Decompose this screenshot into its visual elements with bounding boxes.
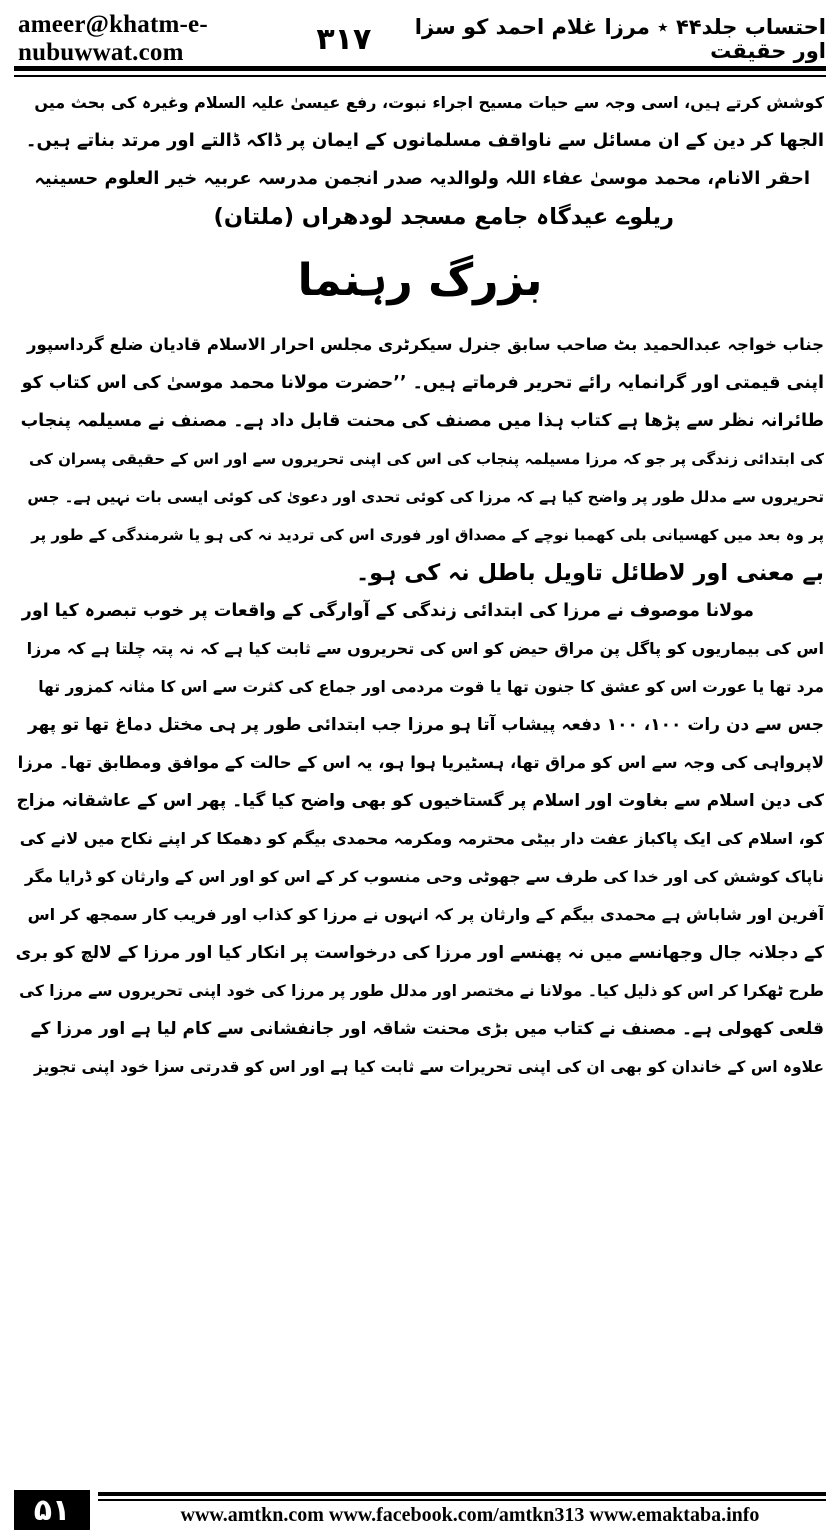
text-line: تحریروں سے مدلل طور پر واضح کیا ہے کہ مرزا کی کوئی تحدی اور دعویٰ کی کوئی ایسی بات نہیں ہے۔ جس — [27, 488, 824, 506]
paragraph-1 — [16, 326, 824, 592]
header-page-number: ۳۱۷ — [316, 21, 372, 57]
text-line: آفرین اور شاباش ہے محمدی بیگم کے وارثان پر کہ انہوں نے مرزا کو کذاب اور فریب کار سمجھ کر اس — [27, 905, 824, 924]
text-line: بے معنی اور لاطائل تاویل باطل نہ کی ہو۔ — [356, 560, 824, 586]
text-line: جس سے دن رات ۱۰۰، ۱۰۰ دفعہ پیشاب آتا ہو مرزا جب ابتدائی طور پر ہی مختل دماغ تھا تو پھر — [27, 715, 824, 735]
text-line: قلعی کھولی ہے۔ مصنف نے کتاب میں بڑی محنت شاقہ اور جانفشانی سے کام لیا ہے اور مرزا کے — [30, 1019, 824, 1039]
header-email: ameer@khatm-e-nubuwwat.com — [18, 11, 208, 66]
header-rule-thin — [14, 75, 826, 77]
intro-paragraph — [16, 84, 824, 160]
text-line: علاوہ اس کے خاندان کو بھی ان کی اپنی تحریرات سے ثابت کیا ہے اور اس کو قدرتی سزا خود اپنی تجویز — [33, 1058, 824, 1076]
footer-rule-thin — [98, 1499, 826, 1501]
page-body — [16, 84, 824, 1086]
text-line: کی دین اسلام سے بغاوت اور اسلام پر گستاخیوں کو بھی واضح کیا گیا۔ پھر اس کے عاشقانہ مزاج — [16, 791, 824, 811]
text-line: مرد تھا یا عورت اس کو عشق کا جنون تھا یا قوت مردمی اور جماع کی کثرت سے اس کا مثانہ کمزور تھا — [38, 678, 824, 696]
text-line: لاپرواہی کی وجہ سے اس کو مراق تھا، ہسٹیریا ہوا ہو، یہ اس کے حالت کے موافق ومطابق تھا۔ مرزا — [17, 753, 824, 772]
text-line: جناب خواجہ عبدالحمید بٹ صاحب سابق جنرل سیکرٹری مجلس احرار الاسلام قادیان ضلع گرداسپور — [26, 335, 824, 354]
text-line: ناپاک کوشش کی اور خدا کی طرف سے جھوٹی وحی منسوب کر کے اس کو اور اس کے وارثان کو ڈرایا مگر — [24, 868, 824, 886]
text-line: کو، اسلام کی ایک پاکباز عفت دار بیٹی محترمہ ومکرمہ محمدی بیگم کو دھمکا کر اپنے نکاح میں لانے کی — [19, 829, 824, 848]
text-line: پر وہ بعد میں کھسیانی بلی کھمبا نوچے کے مصداق اور فوری اس کی تردید نہ کی ہو یا شرمندگی کے طور پر — [31, 526, 824, 544]
text-line: مولانا موصوف نے مرزا کی ابتدائی زندگی کے آوارگی کے واقعات پر خوب تبصرہ کیا اور — [21, 601, 754, 621]
section-title: بزرگ رہنما — [297, 255, 543, 306]
text-line: اپنی قیمتی اور گرانمایہ رائے تحریر فرماتے ہیں۔ ’’حضرت مولانا محمد موسیٰ کی اس کتاب کو — [21, 373, 824, 393]
text-line: طائرانہ نظر سے پڑھا ہے کتاب ہذا میں مصنف کی محنت قابل داد ہے۔ مصنف نے مسیلمہ پنجاب — [20, 411, 824, 431]
page-footer — [14, 1490, 826, 1530]
text-line: کی ابتدائی زندگی پر جو کہ مرزا مسیلمہ پنجاب کی اس کی اپنی تحریروں سے اور اس کے حقیقی پسران کی — [28, 450, 824, 468]
running-title: احتساب جلد۴۴ ٭ مرزا غلام احمد کو سزا اور حقیقت — [414, 15, 826, 63]
footer-page-number: ۵۱ — [14, 1490, 90, 1530]
signature-line-2: ریلوے عیدگاہ جامع مسجد لودھراں (ملتان) — [213, 204, 674, 230]
paragraph-2 — [16, 592, 824, 1086]
footer-rule-thick — [98, 1492, 826, 1496]
header-rule-thick — [14, 66, 826, 71]
signature-line-1: احقر الانام، محمد موسیٰ عفاء اللہ ولوالدیہ صدر انجمن مدرسہ عربیہ خیر العلوم حسینیہ — [34, 168, 810, 189]
signature-block — [16, 160, 824, 236]
text-line: کے دجلانہ جال وجھانسے میں نہ پھنسے اور مرزا کی درخواست پر انکار کیا اور مرزا کے لالچ کو بری — [16, 943, 824, 963]
text-line: اس کی بیماریوں کو پاگل پن مراق حیض کو اس کی تحریروں سے ثابت کیا ہے کہ نہ پتہ چلتا ہے کہ مرزا — [26, 639, 824, 658]
text-line: طرح ٹھکرا کر اس کو ذلیل کیا۔ مولانا نے مختصر اور مدلل طور پر مرزا کی خود اپنی تحریروں سے مرزا کی — [19, 982, 824, 1000]
text-line: کوشش کرتے ہیں، اسی وجہ سے حیات مسیح اجراء نبوت، رفع عیسیٰ علیہ السلام وغیرہ کی بحث میں — [34, 93, 824, 112]
page-header — [18, 11, 826, 66]
text-line: الجھا کر دین کے ان مسائل سے ناواقف مسلمانوں کے ایمان پر ڈاکہ ڈالتے اور مرتد بناتے ہیں۔ — [25, 130, 824, 151]
footer-urls[interactable]: www.amtkn.com www.facebook.com/amtkn313 www.emaktaba.info — [180, 1504, 760, 1526]
header-right — [316, 15, 826, 63]
